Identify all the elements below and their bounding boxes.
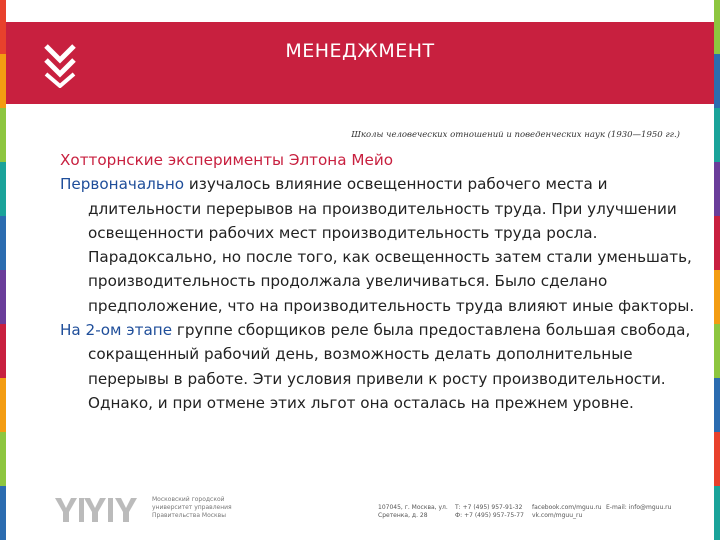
header-banner xyxy=(6,22,714,104)
footer-address: 107045, г. Москва, ул. Сретенка, д. 28 xyxy=(378,504,448,519)
footer-university-name: Московский городской университет управления Правительства Москвы xyxy=(152,496,232,519)
page-title: МЕНЕДЖМЕНТ xyxy=(285,40,435,62)
paragraph-1-text: изучалось влияние освещенности рабочего места и длительности перерывов на производительность труда. При улучшении освещенности рабочих мест производительность труда росла. Парадоксально, но после того, как освещенность затем стали уменьшать, производительность продолжала увеличиваться. Было сделано предположение, что на производительность труда влияют иные факторы. xyxy=(88,175,695,315)
section-subtitle: Школы человеческих отношений и поведенческих наук (1930—1950 гг.) xyxy=(351,130,680,140)
paragraph-2-lead: На 2-ом этапе xyxy=(60,321,173,340)
footer-phone: Т: +7 (495) 957-91-32 Ф: +7 (495) 957-75-77 xyxy=(455,504,524,519)
slide-content xyxy=(60,148,700,415)
paragraph-1 xyxy=(60,172,700,318)
content-heading: Хотторнские эксперименты Элтона Мейо xyxy=(60,151,393,169)
paragraph-2 xyxy=(60,318,700,415)
footer xyxy=(0,490,720,530)
university-logo-icon xyxy=(55,498,145,522)
paragraph-2-text: группе сборщиков реле была предоставлена большая свобода, сокращенный рабочий день, возможность делать дополнительные перерывы в работе. Эти условия привели к росту производительности. Однако, и при отмене этих льгот она осталась на прежнем уровне. xyxy=(88,321,691,412)
right-color-strip xyxy=(714,0,720,540)
footer-social-link[interactable]: facebook.com/mguu.ru vk.com/mguu_ru xyxy=(532,504,602,519)
footer-email-link[interactable]: E-mail: info@mguu.ru xyxy=(606,504,672,511)
paragraph-1-lead: Первоначально xyxy=(60,175,185,194)
